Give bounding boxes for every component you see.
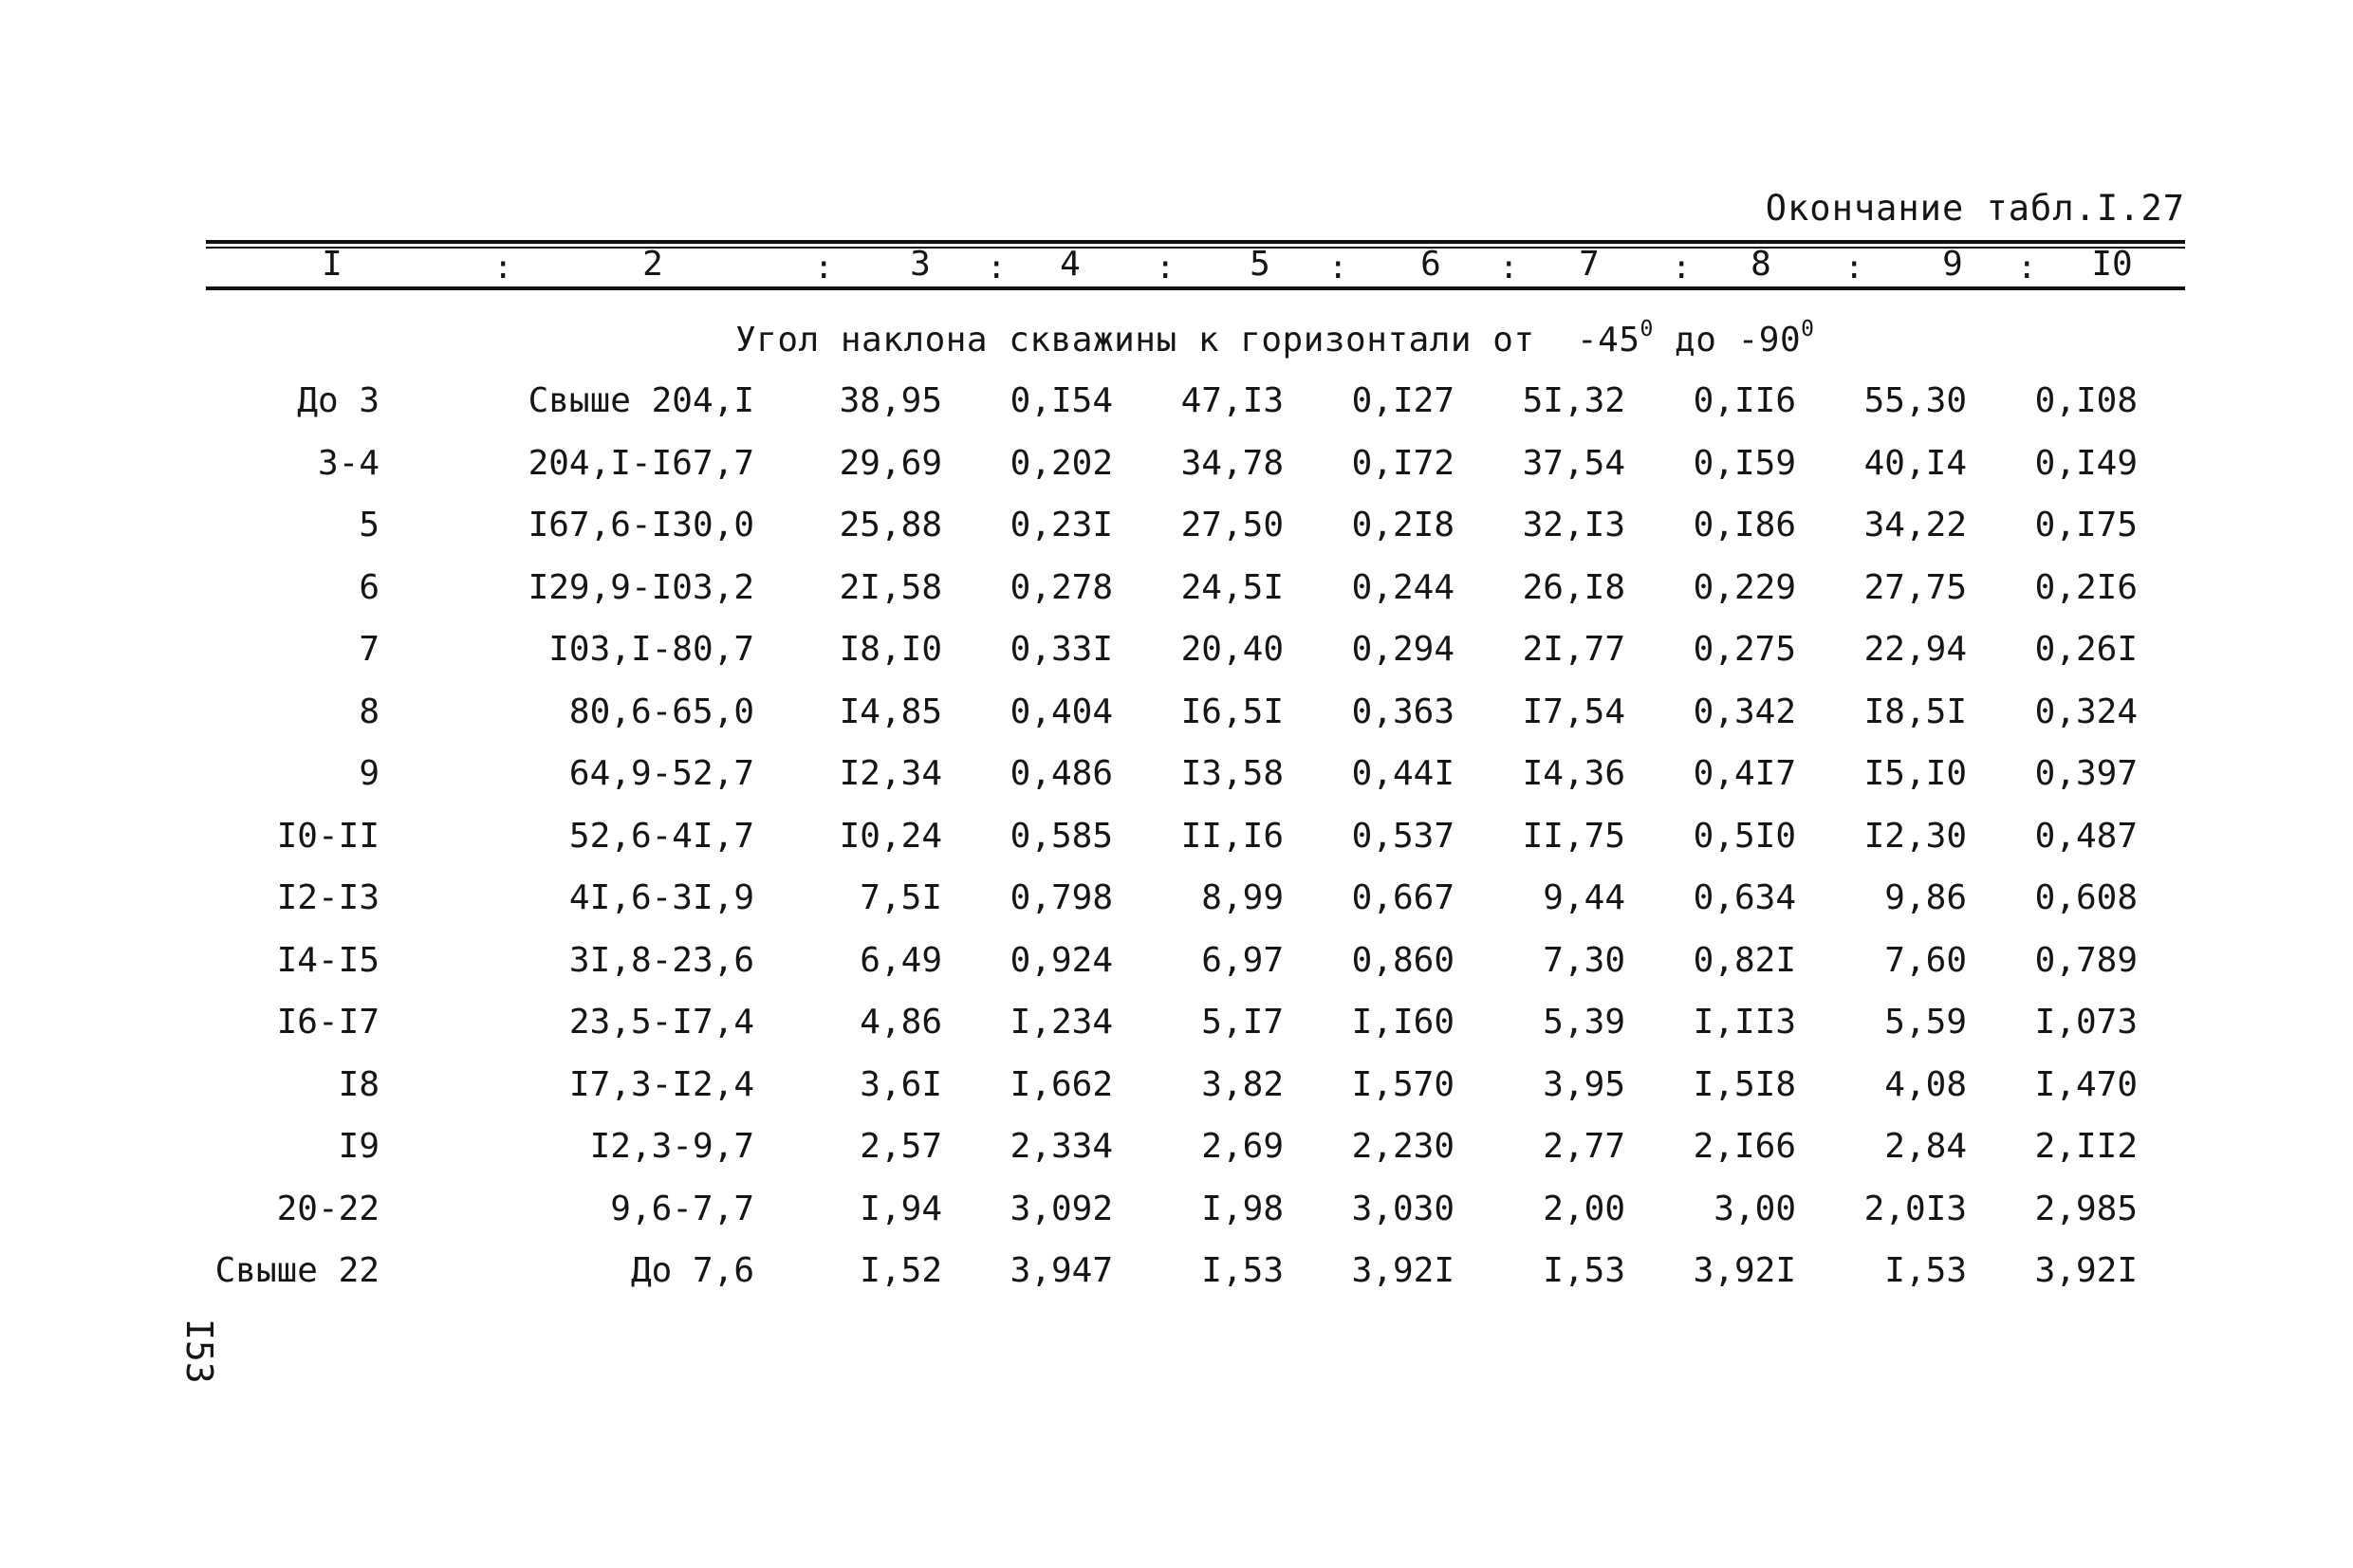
table-row <box>0 568 2353 625</box>
table-cell-col-10: I,073 <box>2034 1003 2138 1042</box>
table-cell-col-7: 5,39 <box>1543 1003 1625 1042</box>
table-cell-col-10: 0,789 <box>2034 940 2138 980</box>
table-cell-col-9: I8,5I <box>1863 692 1967 731</box>
table-cell-col-6: 0,44I <box>1351 754 1454 793</box>
table-cell-col-1: 3-4 <box>317 443 380 483</box>
table-cell-col-5: 6,97 <box>1201 940 1284 980</box>
table-cell-col-10: 0,I08 <box>2034 381 2138 420</box>
table-cell-col-4: 0,798 <box>1010 878 1113 917</box>
table-cell-col-3: 2,57 <box>860 1127 942 1166</box>
table-caption: Окончание табл.I.27 <box>1765 188 2185 229</box>
table-cell-col-1: I9 <box>338 1127 380 1166</box>
table-cell-col-2: I2,3-9,7 <box>589 1127 754 1166</box>
table-cell-col-4: I,234 <box>1010 1003 1113 1042</box>
table-cell-col-2: До 7,6 <box>630 1251 754 1290</box>
table-cell-col-2: I7,3-I2,4 <box>568 1064 754 1104</box>
table-cell-col-5: I,98 <box>1201 1189 1284 1228</box>
header-col-6: 6 <box>1420 245 1441 284</box>
table-row <box>0 941 2353 998</box>
section-heading <box>735 317 1815 360</box>
header-col-1: I <box>322 245 343 284</box>
table-cell-col-8: 0,342 <box>1693 692 1796 731</box>
table-cell-col-1: 8 <box>359 692 380 731</box>
table-cell-col-6: 0,244 <box>1351 567 1454 607</box>
table-cell-col-5: 27,50 <box>1180 506 1284 544</box>
table-cell-col-5: II,I6 <box>1180 816 1284 856</box>
column-separator: : <box>493 249 513 286</box>
table-cell-col-6: 0,I27 <box>1351 381 1454 420</box>
table-cell-col-5: I,53 <box>1201 1251 1284 1290</box>
table-cell-col-5: 3,82 <box>1201 1064 1284 1104</box>
table-cell-col-9: 34,22 <box>1863 506 1967 544</box>
table-cell-col-2: I03,I-80,7 <box>548 630 754 669</box>
table-cell-col-6: 0,363 <box>1351 692 1454 731</box>
table-cell-col-9: I2,30 <box>1863 816 1967 856</box>
column-separator: : <box>1499 249 1519 286</box>
column-separator: : <box>1328 249 1348 286</box>
table-row <box>0 1065 2353 1122</box>
table-cell-col-1: I2-I3 <box>276 878 380 917</box>
table-row <box>0 878 2353 935</box>
table-cell-col-8: I,5I8 <box>1693 1064 1796 1104</box>
header-col-8: 8 <box>1751 245 1771 284</box>
table-row <box>0 444 2353 501</box>
header-col-4: 4 <box>1060 245 1081 284</box>
table-cell-col-10: 0,2I6 <box>2034 567 2138 607</box>
degree-sign: 0 <box>1640 317 1654 341</box>
table-cell-col-9: 9,86 <box>1884 878 1967 917</box>
table-cell-col-9: 22,94 <box>1863 630 1967 669</box>
table-cell-col-6: 0,537 <box>1351 816 1454 856</box>
table-cell-col-9: I5,I0 <box>1863 754 1967 793</box>
table-cell-col-8: 0,275 <box>1693 630 1796 669</box>
table-cell-col-7: 7,30 <box>1543 940 1625 980</box>
table-cell-col-9: I,53 <box>1884 1251 1967 1290</box>
table-cell-col-6: 3,92I <box>1351 1251 1454 1290</box>
table-cell-col-9: 40,I4 <box>1863 443 1967 483</box>
header-bottom-rule <box>206 286 2185 290</box>
table-cell-col-4: 0,23I <box>1010 506 1113 544</box>
table-cell-col-7: 32,I3 <box>1522 506 1625 544</box>
table-cell-col-1: 9 <box>359 754 380 793</box>
table-row <box>0 1127 2353 1184</box>
table-cell-col-6: I,570 <box>1351 1064 1454 1104</box>
header-col-7: 7 <box>1579 245 1600 284</box>
table-cell-col-3: 29,69 <box>839 443 942 483</box>
table-cell-col-5: 5,I7 <box>1201 1003 1284 1042</box>
table-row <box>0 754 2353 811</box>
table-cell-col-10: I,470 <box>2034 1064 2138 1104</box>
table-cell-col-3: 6,49 <box>860 940 942 980</box>
table-row <box>0 1003 2353 1060</box>
table-cell-col-10: 0,I49 <box>2034 443 2138 483</box>
table-cell-col-8: 0,229 <box>1693 567 1796 607</box>
table-cell-col-8: 0,II6 <box>1693 381 1796 420</box>
table-cell-col-3: I,94 <box>860 1189 942 1228</box>
column-separator: : <box>1156 249 1176 286</box>
table-cell-col-10: 0,608 <box>2034 878 2138 917</box>
table-cell-col-9: 2,84 <box>1884 1127 1967 1166</box>
table-cell-col-3: 7,5I <box>860 878 942 917</box>
page-number: I53 <box>178 1319 220 1384</box>
table-cell-col-10: 0,487 <box>2034 816 2138 856</box>
table-cell-col-5: 47,I3 <box>1180 381 1284 420</box>
header-col-5: 5 <box>1250 245 1270 284</box>
angle-from: -45 <box>1576 321 1640 360</box>
table-cell-col-10: 0,324 <box>2034 692 2138 731</box>
table-cell-col-2: I29,9-I03,2 <box>528 567 754 607</box>
table-cell-col-9: 7,60 <box>1884 940 1967 980</box>
table-cell-col-2: 4I,6-3I,9 <box>568 878 754 917</box>
table-cell-col-7: 5I,32 <box>1522 381 1625 420</box>
table-cell-col-8: 0,I59 <box>1693 443 1796 483</box>
table-cell-col-3: I0,24 <box>839 816 942 856</box>
table-cell-col-6: 3,030 <box>1351 1189 1454 1228</box>
table-cell-col-8: 0,634 <box>1693 878 1796 917</box>
table-cell-col-1: Свыше 22 <box>214 1251 380 1290</box>
table-row <box>0 692 2353 749</box>
table-cell-col-8: 0,82I <box>1693 940 1796 980</box>
table-cell-col-7: 2,00 <box>1543 1189 1625 1228</box>
table-cell-col-3: 3,6I <box>860 1064 942 1104</box>
table-cell-col-4: 0,585 <box>1010 816 1113 856</box>
angle-to: -90 <box>1737 321 1802 360</box>
table-cell-col-8: 0,4I7 <box>1693 754 1796 793</box>
table-cell-col-7: I,53 <box>1543 1251 1625 1290</box>
table-cell-col-3: I2,34 <box>839 754 942 793</box>
table-cell-col-7: 26,I8 <box>1522 567 1625 607</box>
column-separator: : <box>1672 249 1692 286</box>
table-cell-col-9: 55,30 <box>1863 381 1967 420</box>
table-cell-col-3: 4,86 <box>860 1003 942 1042</box>
column-separator: : <box>814 249 834 286</box>
table-cell-col-9: 27,75 <box>1863 567 1967 607</box>
table-cell-col-7: I4,36 <box>1522 754 1625 793</box>
table-cell-col-7: I7,54 <box>1522 692 1625 731</box>
table-cell-col-1: 20-22 <box>276 1189 380 1228</box>
table-cell-col-5: I3,58 <box>1180 754 1284 793</box>
table-cell-col-8: 3,92I <box>1693 1251 1796 1290</box>
table-cell-col-1: 5 <box>359 506 380 544</box>
degree-sign: 0 <box>1801 317 1815 341</box>
table-row <box>0 1251 2353 1308</box>
header-col-2: 2 <box>642 245 663 284</box>
table-cell-col-6: I,I60 <box>1351 1003 1454 1042</box>
table-cell-col-2: 204,I-I67,7 <box>528 443 754 483</box>
table-cell-col-4: 0,924 <box>1010 940 1113 980</box>
table-cell-col-7: 3,95 <box>1543 1064 1625 1104</box>
table-cell-col-2: 23,5-I7,4 <box>568 1003 754 1042</box>
table-cell-col-4: 0,202 <box>1010 443 1113 483</box>
table-cell-col-1: 7 <box>359 630 380 669</box>
table-cell-col-4: 0,I54 <box>1010 381 1113 420</box>
table-cell-col-6: 0,667 <box>1351 878 1454 917</box>
table-cell-col-7: 37,54 <box>1522 443 1625 483</box>
column-separator: : <box>2017 249 2037 286</box>
table-row <box>0 817 2353 874</box>
table-cell-col-4: I,662 <box>1010 1064 1113 1104</box>
table-row <box>0 1190 2353 1246</box>
table-cell-col-3: I4,85 <box>839 692 942 731</box>
header-col-9: 9 <box>1942 245 1963 284</box>
table-cell-col-4: 0,33I <box>1010 630 1113 669</box>
table-cell-col-10: 0,397 <box>2034 754 2138 793</box>
table-cell-col-5: I6,5I <box>1180 692 1284 731</box>
table-cell-col-4: 2,334 <box>1010 1127 1113 1166</box>
section-heading-to: до <box>1675 321 1717 360</box>
header-col-10: I0 <box>2091 245 2133 284</box>
table-cell-col-6: 0,2I8 <box>1351 506 1454 544</box>
table-cell-col-5: 8,99 <box>1201 878 1284 917</box>
table-cell-col-2: 64,9-52,7 <box>568 754 754 793</box>
table-cell-col-7: 2,77 <box>1543 1127 1625 1166</box>
header-top-rule <box>206 240 2185 244</box>
table-cell-col-4: 0,278 <box>1010 567 1113 607</box>
table-row <box>0 506 2353 563</box>
table-cell-col-2: I67,6-I30,0 <box>528 506 754 544</box>
table-cell-col-2: 3I,8-23,6 <box>568 940 754 980</box>
table-cell-col-1: 6 <box>359 567 380 607</box>
table-cell-col-8: 2,I66 <box>1693 1127 1796 1166</box>
table-cell-col-9: 4,08 <box>1884 1064 1967 1104</box>
table-cell-col-3: 38,95 <box>839 381 942 420</box>
table-cell-col-8: 0,I86 <box>1693 506 1796 544</box>
table-cell-col-2: Свыше 204,I <box>528 381 754 420</box>
table-row <box>0 381 2353 438</box>
table-cell-col-2: 80,6-65,0 <box>568 692 754 731</box>
table-cell-col-3: I8,I0 <box>839 630 942 669</box>
column-separator: : <box>987 249 1007 286</box>
table-cell-col-7: II,75 <box>1522 816 1625 856</box>
table-cell-col-6: 0,294 <box>1351 630 1454 669</box>
table-cell-col-6: 0,860 <box>1351 940 1454 980</box>
table-cell-col-1: I4-I5 <box>276 940 380 980</box>
table-cell-col-10: 3,92I <box>2034 1251 2138 1290</box>
table-cell-col-7: 9,44 <box>1543 878 1625 917</box>
table-cell-col-5: 20,40 <box>1180 630 1284 669</box>
table-cell-col-10: 2,II2 <box>2034 1127 2138 1166</box>
table-cell-col-2: 9,6-7,7 <box>610 1189 754 1228</box>
table-cell-col-3: I,52 <box>860 1251 942 1290</box>
table-cell-col-9: 5,59 <box>1884 1003 1967 1042</box>
table-cell-col-1: I0-II <box>276 816 380 856</box>
table-cell-col-10: 0,I75 <box>2034 506 2138 544</box>
table-cell-col-10: 2,985 <box>2034 1189 2138 1228</box>
table-cell-col-5: 24,5I <box>1180 567 1284 607</box>
table-cell-col-6: 2,230 <box>1351 1127 1454 1166</box>
table-cell-col-4: 3,092 <box>1010 1189 1113 1228</box>
table-cell-col-1: I6-I7 <box>276 1003 380 1042</box>
table-cell-col-3: 25,88 <box>839 506 942 544</box>
column-separator: : <box>1844 249 1864 286</box>
table-cell-col-4: 0,486 <box>1010 754 1113 793</box>
table-cell-col-10: 0,26I <box>2034 630 2138 669</box>
table-cell-col-4: 0,404 <box>1010 692 1113 731</box>
table-cell-col-1: I8 <box>338 1064 380 1104</box>
table-cell-col-5: 34,78 <box>1180 443 1284 483</box>
table-cell-col-7: 2I,77 <box>1522 630 1625 669</box>
table-cell-col-9: 2,0I3 <box>1863 1189 1967 1228</box>
table-cell-col-1: До 3 <box>297 381 380 420</box>
table-cell-col-8: 0,5I0 <box>1693 816 1796 856</box>
table-cell-col-6: 0,I72 <box>1351 443 1454 483</box>
table-cell-col-4: 3,947 <box>1010 1251 1113 1290</box>
header-col-3: 3 <box>910 245 931 284</box>
table-cell-col-2: 52,6-4I,7 <box>568 816 754 856</box>
section-heading-text: Угол наклона скважины к горизонтали от <box>735 321 1535 360</box>
table-cell-col-8: I,II3 <box>1693 1003 1796 1042</box>
table-cell-col-5: 2,69 <box>1201 1127 1284 1166</box>
table-header <box>0 245 2353 286</box>
table-row <box>0 630 2353 687</box>
table-cell-col-3: 2I,58 <box>839 567 942 607</box>
table-cell-col-8: 3,00 <box>1714 1189 1796 1228</box>
